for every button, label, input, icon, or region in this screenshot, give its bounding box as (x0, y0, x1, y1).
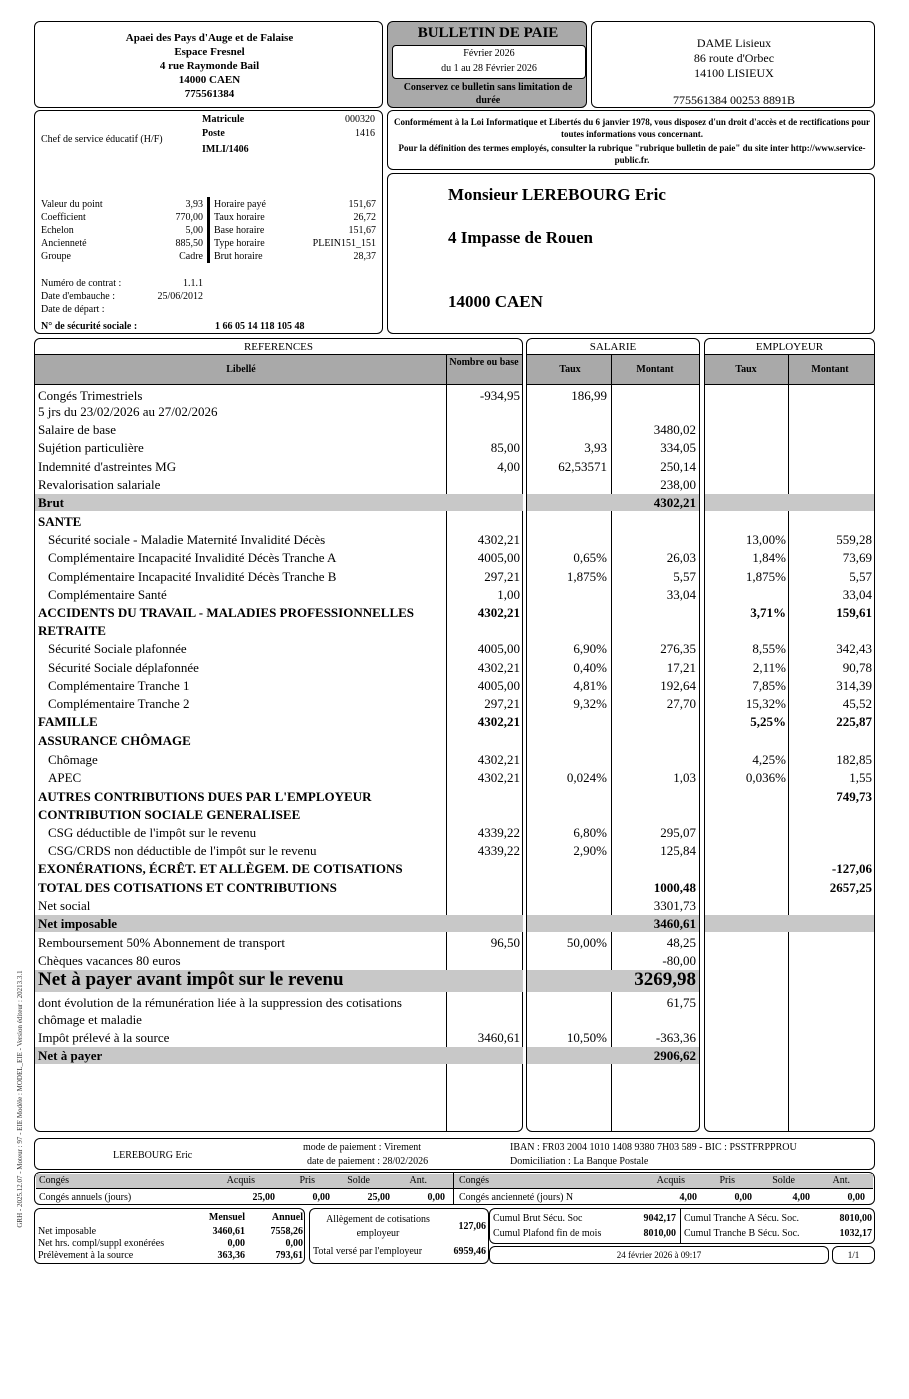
line-taux: 4,81% (573, 678, 607, 693)
poste-label: Poste (202, 128, 225, 139)
cumul-tb-value: 1032,17 (839, 1228, 872, 1239)
conges-left-solde: 25,00 (367, 1192, 390, 1203)
conges-right-pris: 0,00 (734, 1192, 752, 1203)
net-to-pay-label: Net à payer (38, 1048, 103, 1063)
edition-date: 24 février 2026 à 09:17 (616, 1250, 702, 1260)
line-montant: 48,25 (666, 935, 696, 950)
line-employer-montant: 90,78 (842, 660, 872, 675)
payment-domiciliation: Domiciliation : La Banque Postale (510, 1156, 649, 1167)
param-label: Echelon (41, 225, 74, 236)
establishment-box (591, 21, 875, 108)
line-montant: 125,84 (660, 843, 696, 858)
line-label: Indemnité d'astreintes MG (38, 459, 177, 474)
param-value: 3,93 (185, 199, 203, 210)
line-montant: 26,03 (666, 550, 696, 565)
table-employeur (704, 338, 875, 1132)
line-montant: 1,03 (673, 770, 696, 785)
shaded-row-bg (35, 494, 523, 511)
employer-siret: 775561384 (184, 88, 235, 100)
cumul-row-annuel: 793,61 (275, 1250, 303, 1261)
line-label: Complémentaire Santé (48, 587, 167, 602)
line-base: 4339,22 (477, 843, 520, 858)
cumuls-mensuel-header: Mensuel (208, 1212, 245, 1223)
recipient-city: 14000 CAEN (448, 292, 543, 311)
line-label: CSG déductible de l'impôt sur le revenu (48, 825, 257, 840)
param-value: Cadre (179, 251, 203, 262)
column-header-taux: Taux (559, 364, 581, 375)
poste-code: IMLI/1406 (202, 144, 249, 155)
net-to-pay-row (35, 1047, 523, 1064)
line-label: Complémentaire Incapacité Invalidité Décès Tranche B (48, 569, 337, 584)
line-montant: 334,05 (660, 440, 696, 455)
line-montant: 3480,02 (653, 422, 696, 437)
line-label: Net social (38, 898, 91, 913)
line-label: 5 jrs du 23/02/2026 au 27/02/2026 (38, 404, 218, 419)
line-employer-montant: 314,39 (836, 678, 872, 693)
line-employer-taux: 13,00% (745, 532, 786, 547)
column-header-base: Nombre ou base (449, 357, 519, 368)
column-header-montant: Montant (636, 364, 674, 375)
line-label: AUTRES CONTRIBUTIONS DUES PAR L'EMPLOYEUR (38, 789, 372, 804)
param-label: Ancienneté (41, 238, 87, 249)
recipient-name: Monsieur LEREBOURG Eric (448, 185, 666, 204)
conges-right-solde: 4,00 (792, 1192, 810, 1203)
bulletin-period: Février 2026 (463, 48, 515, 59)
line-label: APEC (48, 770, 82, 785)
bulletin-dates: du 1 au 28 Février 2026 (441, 63, 537, 74)
line-label: dont évolution de la rémunération liée à la suppression des cotisations (38, 995, 402, 1010)
cumul-plafond-value: 8010,00 (643, 1228, 676, 1239)
line-base: 4005,00 (477, 550, 520, 565)
param-value: 151,67 (348, 199, 376, 210)
line-employer-montant: 749,73 (836, 789, 872, 804)
line-taux: 0,65% (573, 550, 607, 565)
line-employer-taux: 7,85% (752, 678, 786, 693)
line-montant: 61,75 (666, 995, 696, 1010)
line-label: ACCIDENTS DU TRAVAIL - MALADIES PROFESSIONNELLES (38, 605, 415, 620)
line-label: TOTAL DES COTISATIONS ET CONTRIBUTIONS (38, 880, 337, 895)
cumul-row-label: Net hrs. compl/suppl exonérées (38, 1238, 165, 1249)
param-value: 5,00 (185, 225, 203, 236)
line-label: Congés Trimestriels (38, 388, 143, 403)
param-value: 28,37 (353, 251, 376, 262)
line-employer-montant: 342,43 (836, 641, 872, 656)
line-label: Sujétion particulière (38, 440, 144, 455)
conges-left-ant: 0,00 (427, 1192, 445, 1203)
leave-label: Date de départ : (41, 304, 105, 315)
param-label: Brut horaire (214, 251, 263, 262)
line-montant: 238,00 (660, 477, 696, 492)
line-base: 4339,22 (477, 825, 520, 840)
line-base: 297,21 (484, 696, 520, 711)
line-label: SANTE (38, 514, 82, 529)
employer-street: 4 rue Raymonde Bail (159, 60, 260, 72)
line-employer-taux: 5,25% (750, 714, 786, 729)
net-before-tax-label: Net à payer avant impôt sur le revenu (38, 969, 344, 990)
establishment-street: 86 route d'Orbec (693, 51, 775, 65)
line-employer-montant: 33,04 (842, 587, 872, 602)
conges-left-header-label: Congés (39, 1175, 69, 1186)
line-taux: 0,40% (573, 660, 607, 675)
line-employer-taux: 3,71% (750, 605, 786, 620)
line-label: Impôt prélevé à la source (38, 1030, 170, 1045)
bulletin-box (387, 21, 587, 108)
param-value: 770,00 (175, 212, 203, 223)
ssn-value: 1 66 05 14 118 105 48 (215, 321, 305, 332)
line-taux: 10,50% (566, 1030, 607, 1045)
page-number-box (832, 1246, 875, 1264)
cumuls-left-box (34, 1208, 305, 1264)
matricule-value: 000320 (345, 114, 375, 125)
employee-info-box (34, 110, 383, 334)
line-taux: 9,32% (573, 696, 607, 711)
poste-value: 1416 (355, 128, 375, 139)
job-title: Chef de service éducatif (H/F) (41, 134, 163, 145)
line-label: Complémentaire Tranche 1 (48, 678, 190, 693)
page-number: 1/1 (847, 1250, 860, 1260)
group-header-references: REFERENCES (243, 341, 314, 353)
column-header-employer-montant: Montant (811, 364, 849, 375)
conges-right-acquis: 4,00 (679, 1192, 697, 1203)
legal-text-2: Pour la définition des termes employés, consulter la rubrique "rubrique bulletin de paie" du site inter http://www.service-public.fr. (398, 143, 866, 165)
conges-right-ant: 0,00 (847, 1192, 865, 1203)
cumul-brut-label: Cumul Brut Sécu. Soc (493, 1213, 583, 1224)
line-label: Complémentaire Incapacité Invalidité Décès Tranche A (48, 550, 337, 565)
cumul-tb-label: Cumul Tranche B Sécu. Soc. (684, 1228, 800, 1239)
line-employer-taux: 2,11% (752, 660, 786, 675)
column-header-libelle: Libellé (226, 364, 256, 375)
line-montant: -363,36 (655, 1030, 696, 1045)
line-base: 4005,00 (477, 678, 520, 693)
line-taux: 2,90% (573, 843, 607, 858)
line-employer-montant: 5,57 (849, 569, 872, 584)
line-label: Sécurité Sociale plafonnée (48, 641, 187, 656)
conges-right-header-ant: Ant. (832, 1175, 850, 1186)
param-label: Coefficient (41, 212, 86, 223)
line-base: -934,95 (479, 388, 520, 403)
line-montant: 250,14 (660, 459, 696, 474)
line-label: Chômage (48, 752, 98, 767)
line-employer-montant: 159,61 (836, 605, 872, 620)
conges-right-header-solde: Solde (772, 1175, 795, 1186)
allegement-value: 127,06 (458, 1221, 486, 1232)
line-taux: 3,93 (584, 440, 607, 455)
payment-box (34, 1138, 875, 1170)
line-montant: 295,07 (660, 825, 696, 840)
params-divider (207, 197, 210, 263)
cumul-brut-value: 9042,17 (643, 1213, 676, 1224)
payment-employee: LEREBOURG Eric (113, 1150, 193, 1161)
line-taux: 62,53571 (558, 459, 607, 474)
cumul-row-mensuel: 0,00 (227, 1238, 245, 1249)
conges-right-header-acquis: Acquis (656, 1175, 685, 1186)
line-base: 4302,21 (477, 770, 520, 785)
employer-city: 14000 CAEN (178, 74, 241, 86)
line-employer-montant: 45,52 (842, 696, 872, 711)
line-employer-montant: 182,85 (836, 752, 872, 767)
line-base: 3460,61 (477, 1030, 520, 1045)
line-montant: 4302,21 (653, 495, 696, 510)
line-label: RETRAITE (38, 623, 106, 638)
line-label: Salaire de base (38, 422, 116, 437)
column-divider-employeur (788, 355, 789, 1132)
employer-box (34, 21, 383, 108)
cumul-row-label: Prélèvement à la source (38, 1250, 134, 1261)
line-label: Complémentaire Tranche 2 (48, 696, 190, 711)
line-base: 85,00 (490, 440, 520, 455)
line-taux: 6,80% (573, 825, 607, 840)
group-header-salarie: SALARIE (589, 341, 637, 353)
recipient-street: 4 Impasse de Rouen (448, 228, 593, 247)
edition-date-box (489, 1246, 829, 1264)
cumul-row-annuel: 7558,26 (270, 1226, 303, 1237)
param-label: Horaire payé (214, 199, 266, 210)
conges-left-header-ant: Ant. (409, 1175, 427, 1186)
line-montant: 27,70 (666, 696, 696, 711)
matricule-label: Matricule (202, 114, 245, 125)
param-value: 151,67 (348, 225, 376, 236)
line-base: 4005,00 (477, 641, 520, 656)
establishment-name: DAME Lisieux (696, 36, 772, 50)
shaded-row-bg (705, 494, 874, 511)
line-label: CONTRIBUTION SOCIALE GENERALISEE (38, 807, 301, 822)
establishment-city: 14100 LISIEUX (694, 66, 774, 80)
cumuls-annuel-header: Annuel (271, 1212, 303, 1223)
cumul-ta-value: 8010,00 (839, 1213, 872, 1224)
line-label: CSG/CRDS non déductible de l'impôt sur le revenu (48, 843, 317, 858)
line-montant: 5,57 (673, 569, 696, 584)
net-before-tax-value: 3269,98 (634, 969, 696, 990)
payment-iban: IBAN : FR03 2004 1010 1408 9380 7H03 589 - BIC : PSSTFRPPROU (510, 1142, 797, 1153)
conges-left-header-solde: Solde (347, 1175, 370, 1186)
line-base: 4302,21 (477, 660, 520, 675)
line-base: 4302,21 (477, 605, 520, 620)
line-employer-taux: 1,875% (745, 569, 786, 584)
param-label: Groupe (41, 251, 71, 262)
line-employer-taux: 1,84% (752, 550, 786, 565)
line-taux: 50,00% (566, 935, 607, 950)
line-label: Brut (38, 495, 64, 510)
param-value: 885,50 (175, 238, 203, 249)
line-taux: 1,875% (566, 569, 607, 584)
net-to-pay-value: 2906,62 (653, 1048, 696, 1063)
line-employer-taux: 4,25% (752, 752, 786, 767)
group-header-employeur: EMPLOYEUR (755, 341, 824, 353)
recipient-box (387, 173, 875, 334)
line-taux: 6,90% (573, 641, 607, 656)
line-taux: 0,024% (566, 770, 607, 785)
param-value: 26,72 (353, 212, 376, 223)
line-taux: 186,99 (571, 388, 607, 403)
param-label: Base horaire (214, 225, 265, 236)
cumul-row-annuel: 0,00 (285, 1238, 303, 1249)
line-employer-montant: 73,69 (842, 550, 872, 565)
line-base: 297,21 (484, 569, 520, 584)
total-verse-label: Total versé par l'employeur (313, 1246, 423, 1257)
total-verse-value: 6959,46 (453, 1246, 486, 1257)
payment-date: date de paiement : 28/02/2026 (307, 1156, 429, 1167)
line-montant: 276,35 (660, 641, 696, 656)
cumuls-middle-box (309, 1208, 489, 1264)
conges-right-header-pris: Pris (719, 1175, 735, 1186)
line-base: 4302,21 (477, 532, 520, 547)
conges-left-pris: 0,00 (312, 1192, 330, 1203)
line-label-continued: chômage et maladie (38, 1012, 142, 1027)
line-base: 1,00 (497, 587, 520, 602)
line-base: 4302,21 (477, 752, 520, 767)
conges-right-label: Congés ancienneté (jours) N (459, 1192, 574, 1203)
conges-left-header-pris: Pris (299, 1175, 315, 1186)
employer-name: Apaei des Pays d'Auge et de Falaise (125, 32, 294, 44)
legal-box (387, 110, 875, 170)
line-montant: -80,00 (662, 953, 696, 968)
line-label: FAMILLE (38, 714, 98, 729)
param-label: Type horaire (214, 238, 265, 249)
line-montant: 3460,61 (653, 916, 696, 931)
bulletin-title: BULLETIN DE PAIE (417, 25, 559, 41)
cumul-row-mensuel: 363,36 (217, 1250, 245, 1261)
contract-label: Numéro de contrat : (41, 278, 122, 289)
line-label: Net imposable (38, 916, 118, 931)
column-header-employer-taux: Taux (735, 364, 757, 375)
line-label: Sécurité sociale - Maladie Maternité Invalidité Décès (48, 532, 326, 547)
side-version-text: GRH - 2025.12.07 - Moteur : 97 - EIE Modèle : MODEL_EIE - Version éditeur : 20213.3.1 (16, 970, 24, 1228)
table-salarie (526, 338, 700, 1132)
param-label: Taux horaire (214, 212, 265, 223)
establishment-siret: 775561384 00253 8891B (672, 93, 795, 107)
line-employer-montant: 2657,25 (829, 880, 872, 895)
line-label: Chèques vacances 80 euros (38, 953, 181, 968)
line-montant: 1000,48 (653, 880, 696, 895)
cumul-row-mensuel: 3460,61 (212, 1226, 245, 1237)
line-base: 4,00 (497, 459, 520, 474)
employer-site: Espace Fresnel (174, 46, 245, 58)
line-base: 96,50 (490, 935, 520, 950)
hire-label: Date d'embauche : (41, 291, 115, 302)
param-value: PLEIN151_151 (312, 238, 376, 249)
shaded-row-bg (705, 915, 874, 932)
conges-right-header-label: Congés (459, 1175, 489, 1186)
line-employer-montant: -127,06 (831, 861, 872, 876)
line-employer-taux: 15,32% (745, 696, 786, 711)
line-montant: 33,04 (666, 587, 696, 602)
line-employer-montant: 559,28 (836, 532, 872, 547)
conges-left-header-acquis: Acquis (226, 1175, 255, 1186)
line-label: Remboursement 50% Abonnement de transport (38, 935, 285, 950)
line-employer-taux: 0,036% (745, 770, 786, 785)
param-label: Valeur du point (41, 199, 103, 210)
cumuls-right-box (489, 1208, 875, 1244)
cumul-row-label: Net imposable (38, 1226, 97, 1237)
line-montant: 17,21 (666, 660, 696, 675)
line-montant: 192,64 (660, 678, 696, 693)
legal-text-1: Conformément à la Loi Informatique et Libertés du 6 janvier 1978, vous disposez d'un droit d'accès et de rectifications pour toutes informations vous concernant. (394, 117, 870, 139)
cumul-ta-label: Cumul Tranche A Sécu. Soc. (684, 1213, 800, 1224)
line-label: Sécurité Sociale déplafonnée (48, 660, 199, 675)
line-label: Revalorisation salariale (38, 477, 161, 492)
bulletin-keep-note: Conservez ce bulletin sans limitation de durée (403, 82, 573, 106)
line-label: EXONÉRATIONS, ÉCRÊT. ET ALLÈGEM. DE COTISATIONS (38, 861, 403, 876)
line-label: ASSURANCE CHÔMAGE (38, 733, 191, 748)
contract-value: 1.1.1 (183, 278, 203, 289)
line-employer-montant: 225,87 (836, 714, 872, 729)
line-montant: 3301,73 (653, 898, 696, 913)
conges-left-label: Congés annuels (jours) (39, 1192, 132, 1203)
ssn-label: N° de sécurité sociale : (41, 321, 138, 332)
conges-box (34, 1172, 875, 1205)
line-employer-montant: 1,55 (849, 770, 872, 785)
line-base: 4302,21 (477, 714, 520, 729)
conges-left-acquis: 25,00 (252, 1192, 275, 1203)
allegement-label: Allègement de cotisations employeur (326, 1214, 430, 1239)
cumul-plafond-label: Cumul Plafond fin de mois (493, 1228, 602, 1239)
hire-value: 25/06/2012 (157, 291, 203, 302)
payment-mode: mode de paiement : Virement (303, 1142, 422, 1153)
line-employer-taux: 8,55% (752, 641, 786, 656)
